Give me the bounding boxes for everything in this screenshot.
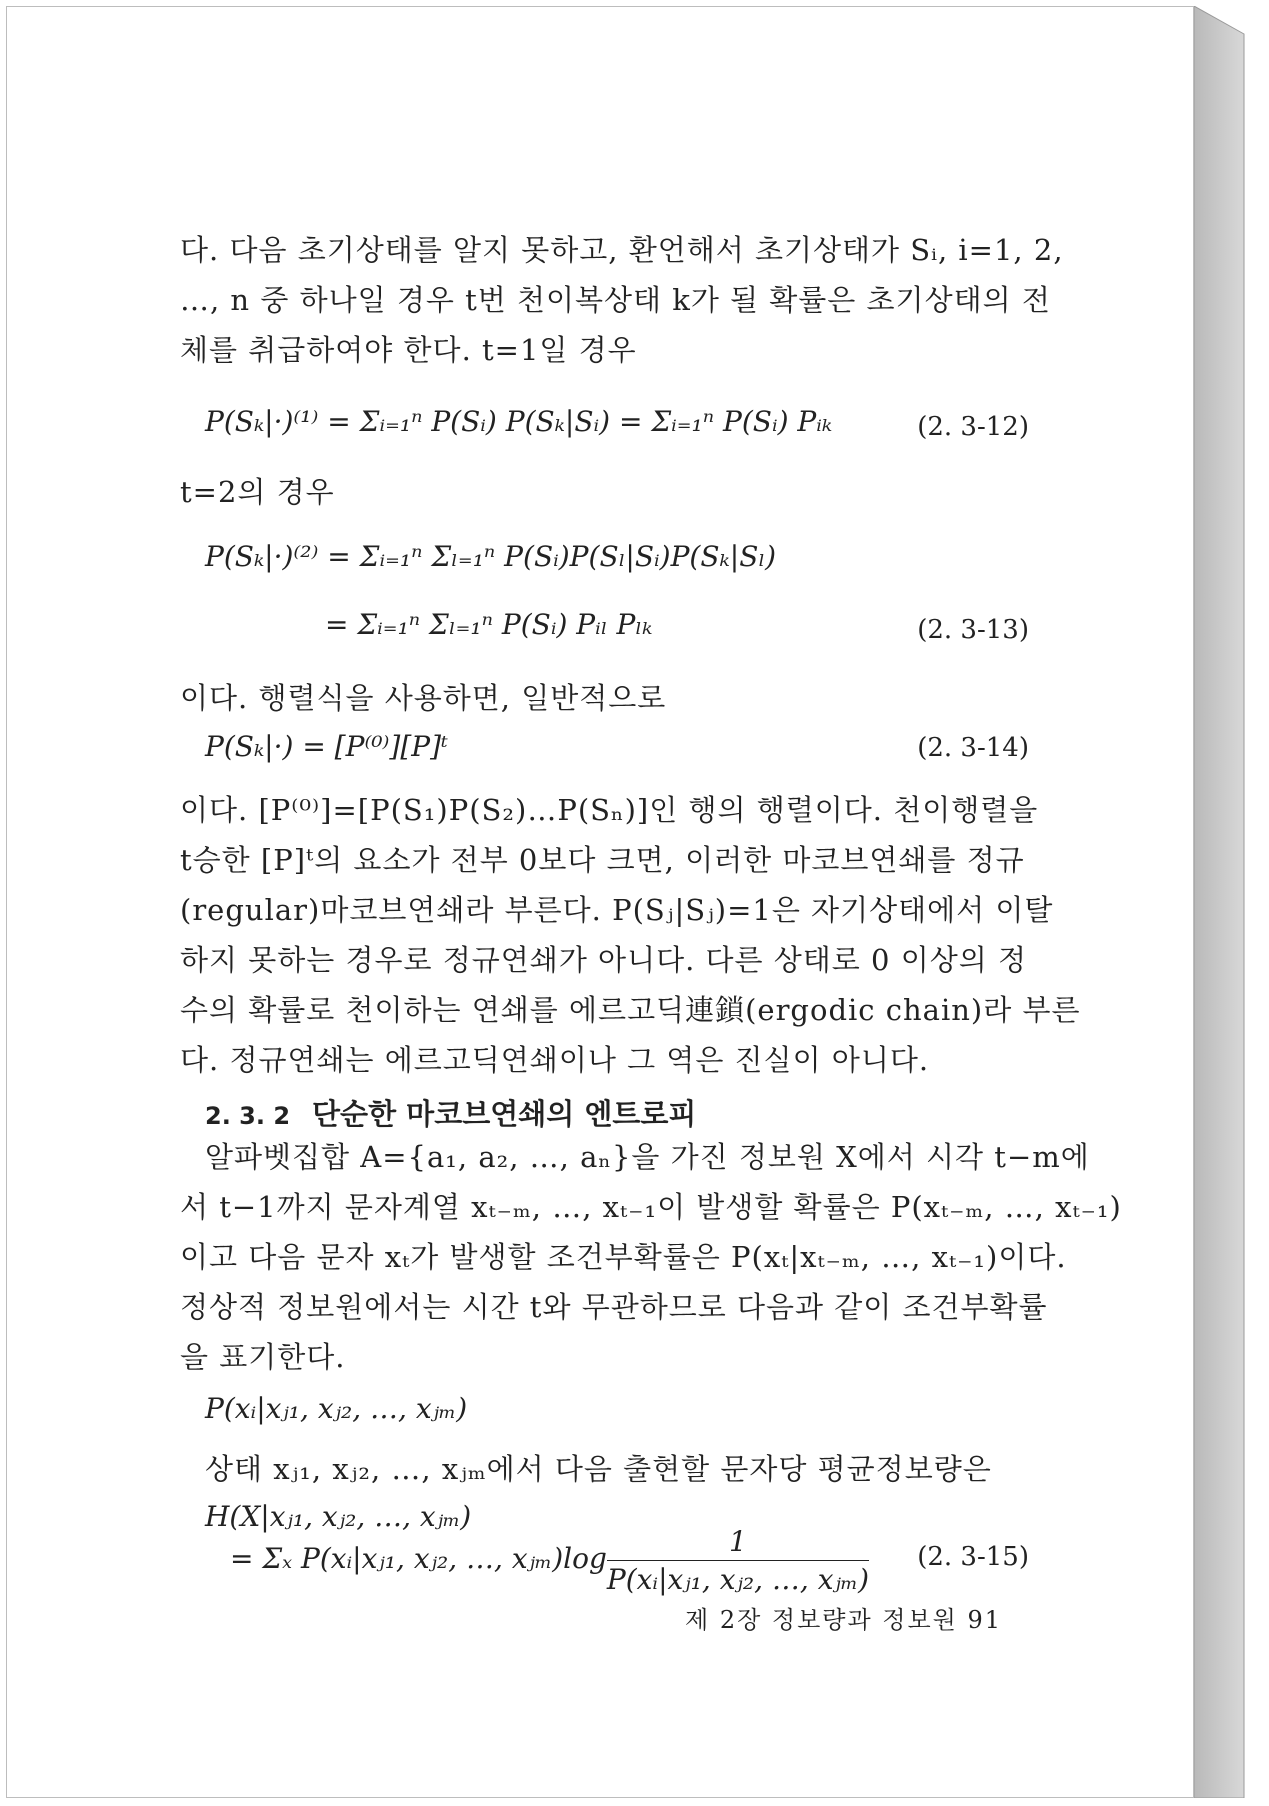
equation: P(Sₖ|·)⁽²⁾ = Σᵢ₌₁ⁿ Σₗ₌₁ⁿ P(Sᵢ)P(Sₗ|Sᵢ)P(Sₖ|Sₗ): [205, 540, 777, 573]
equation: = Σᵢ₌₁ⁿ Σₗ₌₁ⁿ P(Sᵢ) Pᵢₗ Pₗₖ: [325, 608, 653, 641]
text-line: 체를 취급하여야 한다. t=1일 경우: [180, 333, 637, 367]
text-line: 다. 정규연쇄는 에르고딕연쇄이나 그 역은 진실이 아니다.: [180, 1043, 930, 1077]
text-line: t=2의 경우: [180, 475, 335, 509]
equation-left: = Σₓ P(xᵢ|xⱼ₁, xⱼ₂, …, xⱼₘ)log: [230, 1542, 607, 1575]
equation-number: (2. 3-13): [917, 615, 1029, 645]
page-footer: 제 2장 정보량과 정보원 91: [685, 1606, 1002, 1634]
text-line: (regular)마코브연쇄라 부른다. P(Sⱼ|Sⱼ)=1은 자기상태에서 이탈: [180, 893, 1054, 927]
fraction: [607, 1525, 869, 1596]
fraction-denominator: P(xᵢ|xⱼ₁, xⱼ₂, …, xⱼₘ): [606, 1563, 870, 1596]
page-edge-shading: [1194, 6, 1264, 1798]
section-number: 2. 3. 2: [205, 1102, 291, 1130]
text-line: 을 표기한다.: [180, 1340, 346, 1374]
text-line: 이다. [P⁽⁰⁾]=[P(S₁)P(S₂)…P(Sₙ)]인 행의 행렬이다. 천이행렬을: [180, 793, 1039, 827]
text-line: 이고 다음 문자 xₜ가 발생할 조건부확률은 P(xₜ|xₜ₋ₘ, …, xₜ₋₁)이다.: [180, 1240, 1067, 1274]
text-line: 다. 다음 초기상태를 알지 못하고, 환언해서 초기상태가 Sᵢ, i=1, 2,: [180, 233, 1064, 267]
equation-number: (2. 3-14): [917, 733, 1029, 763]
equation: P(Sₖ|·)⁽¹⁾ = Σᵢ₌₁ⁿ P(Sᵢ) P(Sₖ|Sᵢ) = Σᵢ₌₁ⁿ P(Sᵢ) Pᵢₖ: [205, 405, 833, 438]
equation: [230, 1525, 869, 1596]
text-line: 정상적 정보원에서는 시간 t와 무관하므로 다음과 같이 조건부확률: [180, 1290, 1048, 1324]
equation: P(xᵢ|xⱼ₁, xⱼ₂, …, xⱼₘ): [205, 1392, 468, 1425]
text-line: t승한 [P]ᵗ의 요소가 전부 0보다 크면, 이러한 마코브연쇄를 정규: [180, 843, 1025, 877]
fraction-numerator: 1: [607, 1525, 869, 1561]
equation-number: (2. 3-15): [917, 1542, 1029, 1572]
text-line: 하지 못하는 경우로 정규연쇄가 아니다. 다른 상태로 0 이상의 정: [180, 943, 1027, 977]
equation: P(Sₖ|·) = [P⁽⁰⁾][P]ᵗ: [205, 730, 448, 763]
text-line: 알파벳집합 A={a₁, a₂, …, aₙ}을 가진 정보원 X에서 시각 t−m에: [205, 1140, 1090, 1174]
section-title: 단순한 마코브연쇄의 엔트로피: [312, 1097, 697, 1131]
section-heading: [205, 1092, 696, 1133]
text-line: 수의 확률로 천이하는 연쇄를 에르고딕連鎖(ergodic chain)라 부른: [180, 993, 1081, 1027]
text-line: …, n 중 하나일 경우 t번 천이복상태 k가 될 확률은 초기상태의 전: [180, 283, 1051, 317]
text-line: 상태 xⱼ₁, xⱼ₂, …, xⱼₘ에서 다음 출현할 문자당 평균정보량은: [205, 1452, 992, 1486]
text-line: 이다. 행렬식을 사용하면, 일반적으로: [180, 681, 667, 715]
equation-number: (2. 3-12): [917, 412, 1029, 442]
equation: H(X|xⱼ₁, xⱼ₂, …, xⱼₘ): [205, 1500, 472, 1533]
text-line: 서 t−1까지 문자계열 xₜ₋ₘ, …, xₜ₋₁이 발생할 확률은 P(xₜ₋ₘ, …, xₜ₋₁): [180, 1190, 1122, 1224]
